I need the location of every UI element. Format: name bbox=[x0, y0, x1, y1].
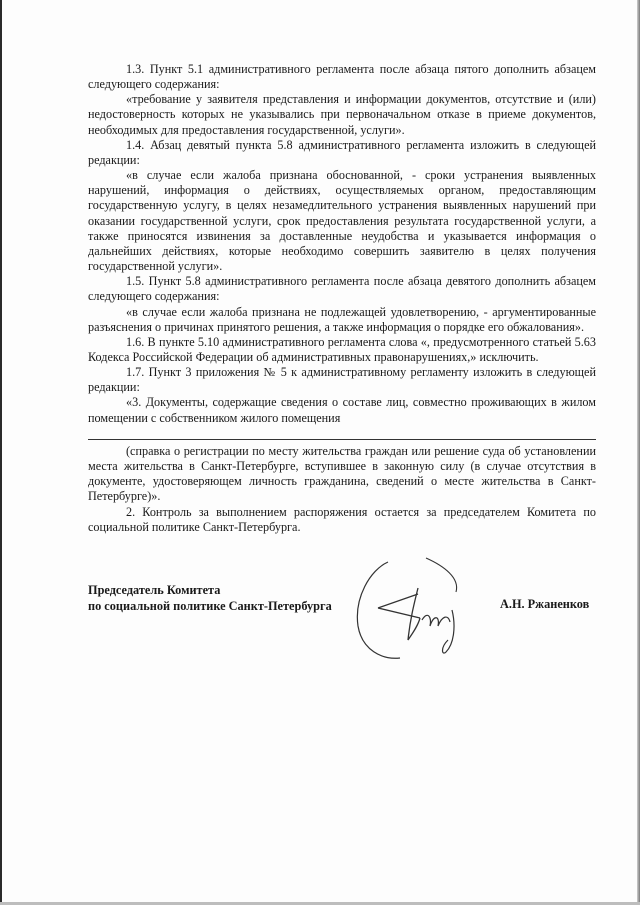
quote-1-5: «в случае если жалоба признана не подлежащей удовлетворению, - аргументированные разъяснения о причинах принятого решения, а также информация о порядке его обжалования». bbox=[88, 304, 596, 334]
signatory-name: А.Н. Ржаненков bbox=[500, 597, 590, 611]
handwritten-signature bbox=[348, 548, 478, 670]
section-divider bbox=[88, 439, 596, 440]
paragraph-1-5: 1.5. Пункт 5.8 административного регламента после абзаца девятого дополнить абзацем следующего содержания: bbox=[88, 274, 596, 304]
document-continuation bbox=[88, 444, 596, 535]
paragraph-2: 2. Контроль за выполнением распоряжения остается за председателем Комитета по социальной политике Санкт-Петербурга. bbox=[88, 504, 596, 534]
paragraph-1-4: 1.4. Абзац девятый пункта 5.8 административного регламента изложить в следующей редакции: bbox=[88, 137, 596, 167]
paragraph-1-3: 1.3. Пункт 5.1 административного регламента после абзаца пятого дополнить абзацем следующего содержания: bbox=[88, 62, 596, 92]
paragraph-1-7: 1.7. Пункт 3 приложения № 5 к административному регламенту изложить в следующей редакции: bbox=[88, 365, 596, 395]
document-body bbox=[88, 62, 596, 426]
quote-1-7: «3. Документы, содержащие сведения о составе лиц, совместно проживающих в жилом помещении с собственником жилого помещения bbox=[88, 395, 596, 425]
quote-1-4: «в случае если жалоба признана обоснованной, - сроки устранения выявленных нарушений, информация о действиях, осуществляемых органом, предоставляющим государственную услугу, в целях незамедлительного устранения выявленных нарушений при оказании государственной услуги, срок предоставления результата государственной услуги, а также приносятся извинения за доставленные неудобства и указывается информация о дальнейших действиях, которые необходимо совершить заявителю в целях получения государственной услуги». bbox=[88, 168, 596, 274]
paragraph-1-6: 1.6. В пункте 5.10 административного регламента слова «, предусмотренного статьей 5.63 Кодекса Российской Федерации об административных правонарушениях,» исключить. bbox=[88, 334, 596, 364]
signatory-title bbox=[88, 582, 332, 614]
quote-1-7-continued: (справка о регистрации по месту жительства граждан или решение суда об установлении места жительства в Санкт-Петербурге, вступившее в законную силу (в случае отсутствия в документе, удостоверяющем личность гражданина, сведений о месте жительства в Санкт-Петербурге)». bbox=[88, 444, 596, 504]
signatory-title-line-2: по социальной политике Санкт-Петербурга bbox=[88, 599, 332, 613]
scan-edge-left bbox=[0, 0, 2, 905]
signatory-title-line-1: Председатель Комитета bbox=[88, 583, 221, 597]
quote-1-3: «требование у заявителя представления и информации документов, отсутствие и (или) недостоверность которых не указывались при первоначальном отказе в приеме документов, необходимых для предоставления государственной, услуги». bbox=[88, 92, 596, 137]
